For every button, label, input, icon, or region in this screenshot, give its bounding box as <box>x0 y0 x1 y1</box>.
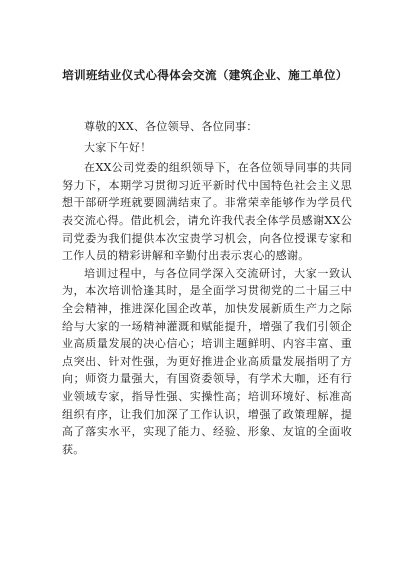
salutation: 尊敬的XX、各位领导、各位同事： <box>84 120 258 133</box>
body-paragraph: 在XX公司党委的组织领导下，在各位领导同事的共同努力下，本期学习贯彻习近平新时代中国特色社会主义思想干部研学班就要圆满结束了。非常荣幸能够作为学员代表交流心得。借此机会，请允许我代表全体学员感谢XX公司党委为我们提供本次宝贵学习机会，向各位授课专家和工作人员的精彩讲解和辛勤付出表示衷心的感谢。 <box>62 161 352 263</box>
body-paragraph: 培训过程中，与各位同学深入交流研讨，大家一致认为，本次培训恰逢其时，是全面学习贯彻党的二十届三中全会精神，推进深化国企改革，加快发展新质生产力之际给与大家的一场精神灌溉和赋能提升，增强了我们引领企业高质量发展的决心信心；培训主题鲜明、内容丰富、重点突出、针对性强，为更好推进企业高质量发展指明了方向；师资力量强大，有国资委领导，有学术大咖，还有行业领域专家，指导性强、实操性高；培训环境好、标准高组织有序，让我们加深了工作认识，增强了政策理解，提高了落实水平，实现了能力、经验、形象、友谊的全面收获。 <box>62 266 352 456</box>
document-title: 培训班结业仪式心得体会交流（建筑企业、施工单位） <box>62 68 348 82</box>
greeting: 大家下午好！ <box>84 140 152 154</box>
document-body <box>62 118 352 458</box>
